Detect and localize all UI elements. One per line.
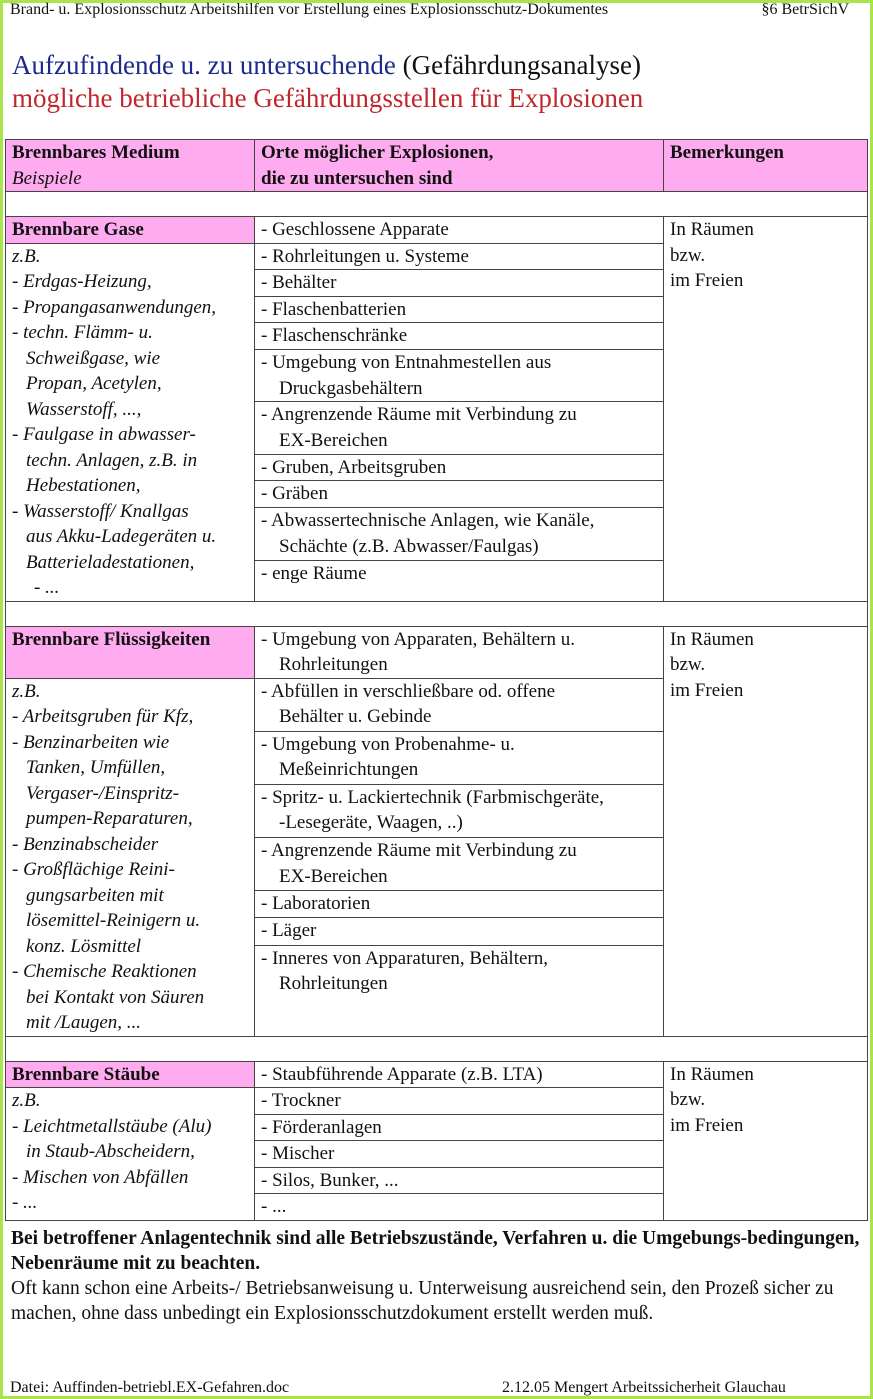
example-line: Tanken, Umfüllen,: [26, 757, 166, 778]
spacer-row: [6, 601, 868, 626]
place-cell: [255, 626, 664, 678]
place-line: EX-Bereichen: [279, 865, 388, 887]
header-medium-sub: Beispiele: [12, 167, 82, 189]
table-row: [6, 626, 868, 678]
example-line: - ...: [34, 577, 60, 598]
remark-line: In Räumen: [670, 628, 754, 650]
place-line: - Flaschenschränke: [261, 325, 408, 347]
example-line: Hebestationen,: [26, 475, 141, 496]
table-row: [6, 1061, 868, 1088]
document-header-title: Brand- u. Explosionsschutz Arbeitshilfen vor Erstellung eines Explosionsschutz-Dokumentes: [10, 1, 609, 18]
example-line: z.B.: [12, 680, 41, 702]
medium-heading: Brennbare Stäube: [6, 1061, 255, 1088]
place-cell: [255, 838, 664, 891]
place-line: - Laboratorien: [261, 893, 371, 915]
remark-line: In Räumen: [670, 219, 754, 240]
medium-examples: [6, 243, 255, 601]
example-line: - Mischen von Abfällen: [12, 1166, 189, 1188]
place-line: -Lesegeräte, Waagen, ..): [279, 812, 463, 834]
place-cell: [255, 323, 664, 350]
place-line: - Läger: [261, 920, 317, 942]
place-cell: [255, 270, 664, 297]
example-line: Wasserstoff, ...,: [26, 398, 142, 420]
place-line: - Silos, Bunker, ...: [261, 1169, 399, 1191]
table-row: [6, 217, 868, 244]
spacer-row: [6, 1036, 868, 1061]
example-line: - ...: [12, 1192, 38, 1213]
header-places: [255, 140, 664, 192]
example-line: - Benzinabscheider: [12, 833, 159, 855]
place-cell: [255, 402, 664, 454]
example-line: - Benzinarbeiten wie: [12, 731, 170, 753]
place-cell: [255, 1114, 664, 1141]
example-line: konz. Lösmittel: [26, 935, 142, 957]
example-line: aus Akku-Ladegeräten u.: [26, 526, 217, 547]
example-line: - Arbeitsgruben für Kfz,: [12, 706, 194, 727]
place-cell: [255, 217, 664, 244]
remark-line: im Freien: [670, 270, 744, 291]
example-line: - Chemische Reaktionen: [12, 961, 197, 982]
place-cell: [255, 678, 664, 731]
title-blue-part: Aufzufindende u. zu untersuchende: [12, 50, 396, 80]
header-places-line1: Orte möglicher Explosionen,: [261, 142, 494, 163]
header-remarks: Bemerkungen: [664, 140, 868, 192]
place-line: - Umgebung von Probenahme- u.: [261, 733, 515, 755]
place-cell: [255, 508, 664, 560]
place-line: - Angrenzende Räume mit Verbindung zu: [261, 404, 577, 426]
place-line: - Förderanlagen: [261, 1116, 382, 1138]
remark-line: In Räumen: [670, 1063, 754, 1085]
place-cell: [255, 243, 664, 270]
note-bold: Bei betroffener Anlagentechnik sind alle Betriebszustände, Verfahren u. die Umgebungs-bedingungen, Nebenräume mit zu beachten.: [11, 1228, 860, 1274]
remark-cell: [664, 217, 868, 602]
header-medium-title: Brennbares Medium: [12, 142, 180, 163]
remark-cell: [664, 1061, 868, 1220]
example-line: - Leichtmetallstäube (Alu): [12, 1115, 212, 1137]
place-line: - Inneres von Apparaturen, Behältern,: [261, 947, 549, 969]
place-line: - Mischer: [261, 1143, 335, 1164]
example-line: bei Kontakt von Säuren: [26, 986, 205, 1008]
footer-file: Datei: Auffinden-betriebl.EX-Gefahren.doc: [10, 1379, 290, 1396]
header-medium: [6, 140, 255, 192]
place-line: - Abfüllen in verschließbare od. offene: [261, 680, 556, 702]
section-gases: [6, 217, 868, 602]
page-subtitle: mögliche betriebliche Gefährdungsstellen für Explosionen: [12, 83, 644, 113]
place-line: - Gräben: [261, 483, 328, 505]
place-cell: [255, 731, 664, 784]
table-header-row: [6, 140, 868, 192]
example-line: - techn. Flämm- u.: [12, 322, 153, 343]
place-cell: [255, 350, 664, 402]
title-black-part: (Gefährdungsanalyse): [395, 50, 642, 80]
header-places-line2: die zu untersuchen sind: [261, 167, 453, 189]
place-cell: [255, 945, 664, 1036]
medium-heading: Brennbare Flüssigkeiten: [6, 626, 255, 678]
place-line: EX-Bereichen: [279, 429, 388, 451]
spacer-row: [6, 192, 868, 217]
note-text: Oft kann schon eine Arbeits-/ Betriebsanweisung u. Unterweisung ausreichend sein, den Prozeß sicher zu machen, ohne dass unbedingt ein Explosionsschutzdokument erstellt werden muß.: [11, 1278, 834, 1324]
place-line: Druckgasbehältern: [279, 377, 423, 399]
section-dusts: [6, 1061, 868, 1220]
place-cell: [255, 1088, 664, 1115]
place-line: - Geschlossene Apparate: [261, 219, 449, 240]
example-line: z.B.: [12, 245, 41, 267]
place-cell: [255, 454, 664, 481]
example-line: techn. Anlagen, z.B. in: [26, 449, 198, 471]
place-line: - Abwassertechnische Anlagen, wie Kanäle,: [261, 510, 595, 532]
page-title: [12, 50, 641, 81]
medium-examples: [6, 678, 255, 1036]
place-cell: [255, 918, 664, 945]
example-line: z.B.: [12, 1090, 41, 1111]
example-line: Schweißgase, wie: [26, 347, 161, 369]
place-cell: [255, 1167, 664, 1194]
example-line: pumpen-Reparaturen,: [26, 808, 193, 829]
example-line: mit /Laugen, ...: [26, 1012, 142, 1033]
remark-line: im Freien: [670, 679, 744, 701]
hazard-table: [5, 139, 868, 1221]
place-line: - Behälter: [261, 272, 337, 294]
place-line: Behälter u. Gebinde: [279, 706, 432, 727]
place-line: - ...: [261, 1196, 287, 1217]
place-cell: [255, 1141, 664, 1168]
example-line: Vergaser-/Einspritz-: [26, 782, 180, 804]
place-line: - Angrenzende Räume mit Verbindung zu: [261, 840, 577, 862]
place-cell: [255, 481, 664, 508]
place-line: - Rohrleitungen u. Systeme: [261, 245, 469, 267]
place-line: Rohrleitungen: [279, 973, 388, 994]
remark-line: bzw.: [670, 654, 706, 675]
example-line: lösemittel-Reinigern u.: [26, 910, 201, 931]
place-line: - Gruben, Arbeitsgruben: [261, 456, 447, 478]
place-line: - enge Räume: [261, 562, 367, 584]
place-line: Meßeinrichtungen: [279, 759, 419, 781]
example-line: - Erdgas-Heizung,: [12, 271, 152, 292]
example-line: - Faulgase in abwasser-: [12, 424, 196, 445]
medium-heading: Brennbare Gase: [6, 217, 255, 244]
place-line: - Umgebung von Apparaten, Behältern u.: [261, 628, 575, 650]
document-header-law: §6 BetrSichV: [761, 1, 849, 18]
example-line: Batterieladestationen,: [26, 551, 195, 573]
place-line: Schächte (z.B. Abwasser/Faulgas): [279, 535, 539, 557]
place-cell: [255, 784, 664, 837]
place-line: Rohrleitungen: [279, 654, 388, 675]
footer-author-date: 2.12.05 Mengert Arbeitssicherheit Glauchau: [502, 1379, 786, 1396]
remark-line: bzw.: [670, 1089, 706, 1110]
remark-line: bzw.: [670, 244, 706, 266]
example-line: - Großflächige Reini-: [12, 859, 175, 880]
medium-examples: [6, 1088, 255, 1221]
remark-cell: [664, 626, 868, 1036]
place-cell: [255, 1061, 664, 1088]
example-line: in Staub-Abscheidern,: [26, 1141, 195, 1162]
example-line: Propan, Acetylen,: [26, 373, 162, 394]
place-line: - Staubführende Apparate (z.B. LTA): [261, 1063, 543, 1085]
remark-line: im Freien: [670, 1114, 744, 1136]
example-line: - Wasserstoff/ Knallgas: [12, 500, 189, 522]
example-line: gungsarbeiten mit: [26, 884, 164, 906]
place-cell: [255, 296, 664, 323]
place-cell: [255, 1194, 664, 1221]
example-line: - Propangasanwendungen,: [12, 296, 217, 318]
place-cell: [255, 891, 664, 918]
place-line: - Spritz- u. Lackiertechnik (Farbmischgeräte,: [261, 786, 604, 808]
place-line: - Umgebung von Entnahmestellen aus: [261, 352, 552, 374]
place-line: - Trockner: [261, 1090, 341, 1111]
place-cell: [255, 560, 664, 601]
place-line: - Flaschenbatterien: [261, 298, 407, 320]
section-liquids: [6, 626, 868, 1036]
